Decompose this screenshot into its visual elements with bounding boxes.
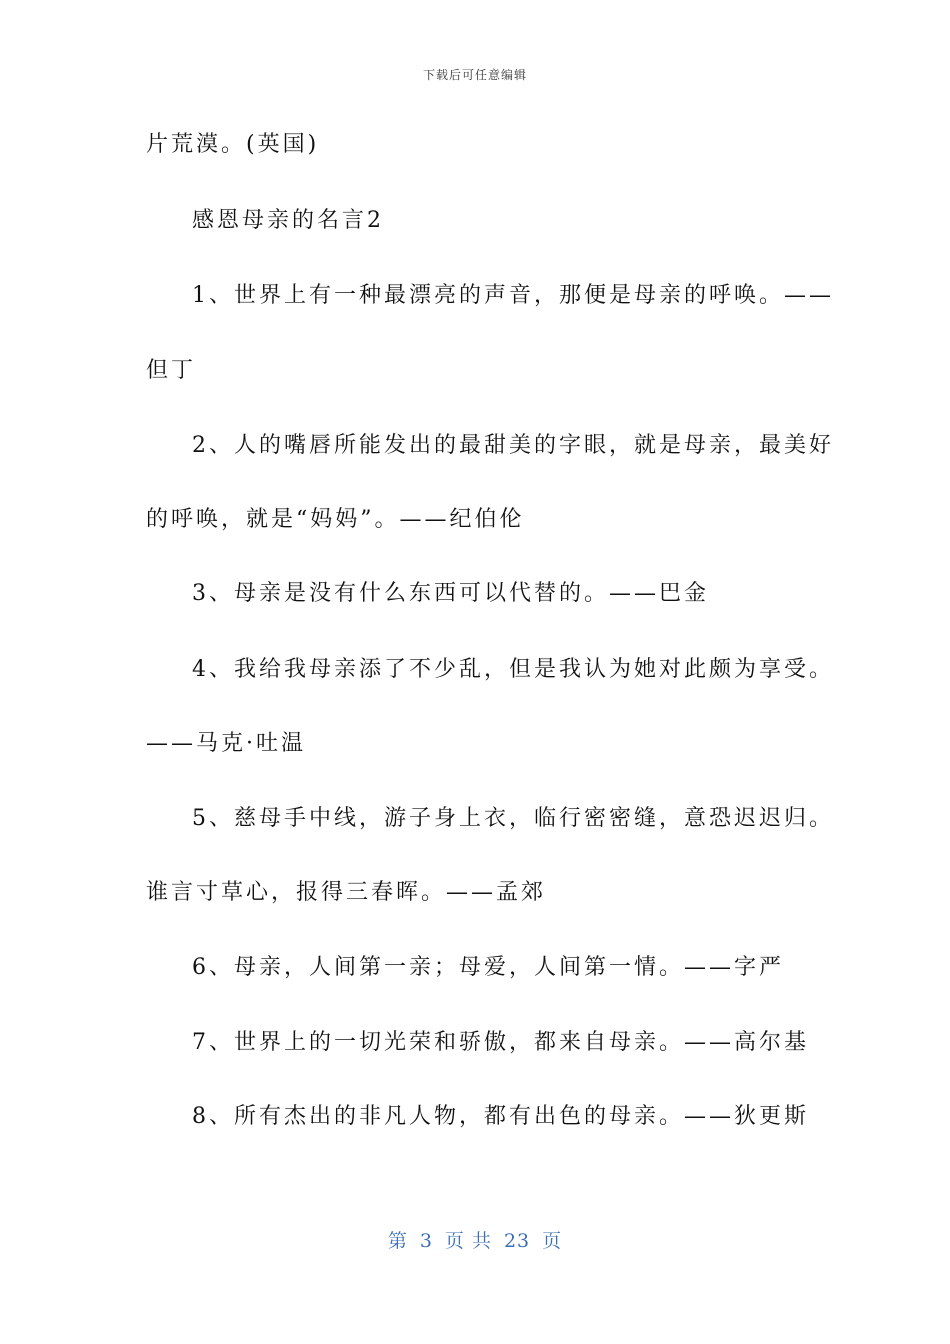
footer-total-pages: 23	[503, 1230, 531, 1252]
quote-8: 8、所有杰出的非凡人物，都有出色的母亲。——狄更斯	[192, 1104, 809, 1129]
quote-4-continued: ——马克·吐温	[146, 731, 306, 756]
quote-5: 5、慈母手中线，游子身上衣，临行密密缝，意恐迟迟归。	[192, 806, 834, 831]
quote-1: 1、世界上有一种最漂亮的声音，那便是母亲的呼唤。——	[192, 283, 834, 308]
page-footer	[0, 1226, 950, 1253]
footer-page-number: 3	[419, 1230, 433, 1252]
quote-3: 3、母亲是没有什么东西可以代替的。——巴金	[192, 581, 709, 606]
footer-middle: 页 共	[444, 1230, 492, 1252]
quote-2: 2、人的嘴唇所能发出的最甜美的字眼，就是母亲，最美好	[192, 433, 834, 458]
quote-5-continued: 谁言寸草心，报得三春晖。——孟郊	[146, 880, 547, 905]
footer-suffix: 页	[542, 1230, 563, 1252]
text-line: 片荒漠。(英国)	[146, 132, 320, 157]
quote-4: 4、我给我母亲添了不少乱，但是我认为她对此颇为享受。	[192, 657, 834, 682]
footer-prefix: 第	[387, 1230, 408, 1252]
quote-2-continued: 的呼唤，就是“妈妈”。——纪伯伦	[146, 507, 525, 532]
quote-6: 6、母亲，人间第一亲；母爱，人间第一情。——字严	[192, 955, 784, 980]
quote-1-continued: 但丁	[146, 358, 197, 383]
quote-7: 7、世界上的一切光荣和骄傲，都来自母亲。——高尔基	[192, 1030, 809, 1055]
page-header: 下载后可任意编辑	[422, 68, 527, 82]
section-title: 感恩母亲的名言2	[192, 208, 384, 233]
